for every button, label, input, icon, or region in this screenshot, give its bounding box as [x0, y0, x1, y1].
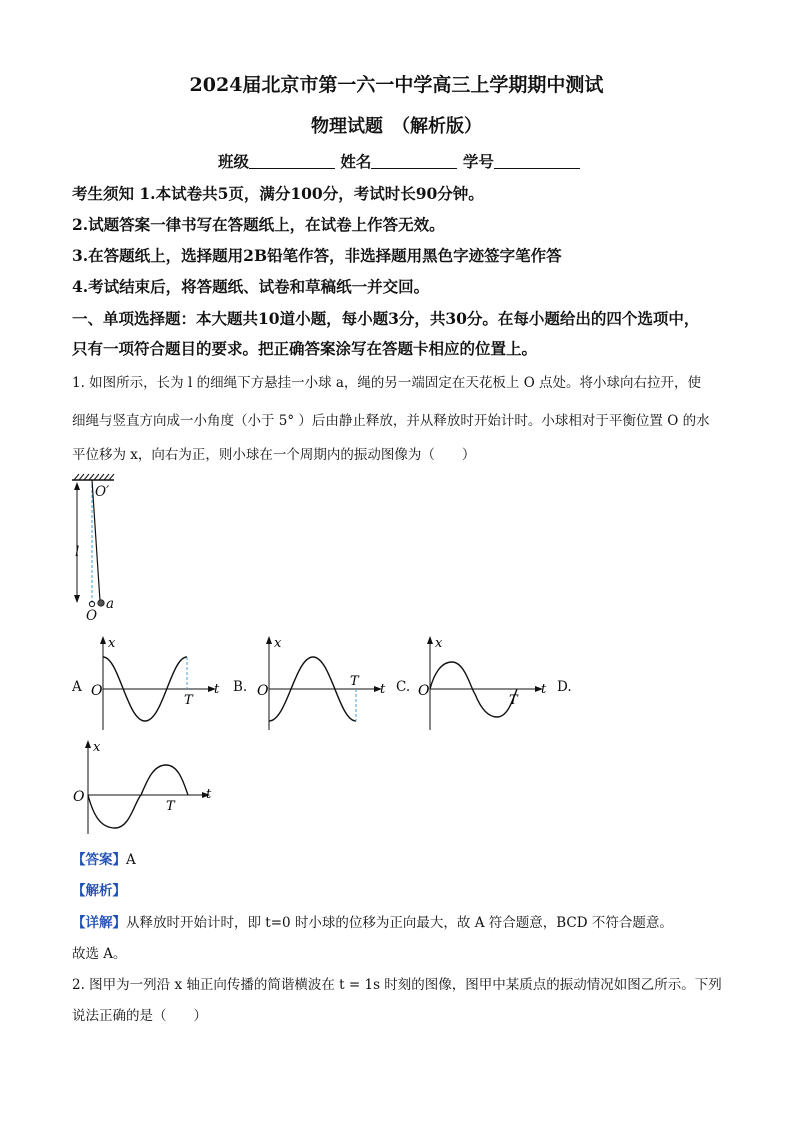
note-1: 考生须知 1.本试卷共5页，满分100分，考试时长90分钟。	[72, 184, 484, 203]
graph-a-period-label: T	[184, 693, 193, 708]
detail-tag: 【详解】	[72, 915, 126, 931]
answer-row	[72, 848, 136, 868]
option-c-label: C.	[396, 679, 411, 695]
graph-d-x-axis-label: x	[93, 740, 101, 755]
length-label: l	[75, 544, 80, 560]
q1-line3: 平位移为 x，向右为正，则小球在一个周期内的振动图像为（ ）	[72, 447, 476, 463]
graph-a-t-axis-label: t	[214, 682, 220, 697]
graph-b-t-axis-label: t	[380, 682, 386, 697]
q1-line1: 1. 如图所示，长为 l 的细绳下方悬挂一小球 a，绳的另一端固定在天花板上 O 点处。将小球向右拉开，使	[72, 375, 702, 391]
conclusion: 故选 A。	[72, 946, 127, 962]
graph-d	[68, 736, 218, 836]
note-3: 3.在答题纸上，选择题用2B铅笔作答，非选择题用黑色字迹签字笔作答	[72, 246, 562, 265]
page-title: 2024届北京市第一六一中学高三上学期期中测试	[189, 74, 604, 96]
q2-line2: 说法正确的是（ ）	[72, 1008, 207, 1024]
graph-c-period-label: T	[509, 693, 518, 708]
analysis-tag: 【解析】	[72, 883, 126, 899]
id-label: 学号	[462, 152, 494, 171]
equilibrium-label: O	[86, 608, 98, 624]
analysis-row	[72, 879, 126, 899]
pivot-label: O′	[95, 484, 110, 500]
graph-d-period-label: T	[166, 799, 175, 814]
graph-b	[252, 634, 392, 734]
name-label: 姓名	[340, 152, 372, 171]
graph-b-origin: O	[257, 683, 269, 699]
page-subtitle: 物理试题 （解析版）	[311, 116, 482, 137]
answer-tag: 【答案】	[72, 852, 126, 868]
graph-d-t-axis-label: t	[206, 787, 212, 802]
graph-c-x-axis-label: x	[435, 636, 443, 651]
q1-line2: 细绳与竖直方向成一小角度（小于 5° ）后由静止释放，并从释放时开始计时。小球相对于平衡位置 O 的水	[72, 413, 710, 429]
graph-c-t-axis-label: t	[541, 682, 547, 697]
class-label: 班级	[218, 152, 250, 171]
graph-a-x-axis-label: x	[108, 636, 116, 651]
q2-line1: 2. 图甲为一列沿 x 轴正向传播的简谐横波在 t = 1s 时刻的图像，图甲中某质点的振动情况如图乙所示。下列	[72, 977, 722, 993]
graph-c-origin: O	[418, 683, 430, 699]
note-4: 4.考试结束后，将答题纸、试卷和草稿纸一并交回。	[72, 277, 430, 296]
ball-label: a	[106, 596, 115, 612]
option-b-label: B.	[233, 679, 248, 695]
graph-a-origin: O	[91, 683, 103, 699]
graph-b-x-axis-label: x	[274, 636, 282, 651]
id-blank	[494, 154, 580, 169]
detail-row	[72, 911, 673, 931]
option-a-label: A	[72, 679, 82, 695]
option-d-label: D.	[557, 679, 572, 695]
section-heading-line2: 只有一项符合题目的要求。把正确答案涂写在答题卡相应的位置上。	[72, 339, 538, 358]
graph-a	[86, 634, 226, 734]
answer-value: A	[126, 852, 136, 868]
graph-d-origin: O	[73, 789, 85, 805]
student-info-row	[218, 150, 580, 172]
note-2: 2.试题答案一律书写在答题纸上，在试卷上作答无效。	[72, 215, 445, 234]
class-blank	[249, 154, 335, 169]
graph-c	[413, 634, 553, 734]
graph-b-period-label: T	[350, 674, 359, 689]
detail-text: 从释放时开始计时，即 t=0 时小球的位移为正向最大，故 A 符合题意，BCD 不符合题意。	[126, 915, 673, 931]
name-blank	[371, 154, 457, 169]
section-heading-line1: 一、单项选择题：本大题共10道小题，每小题3分，共30分。在每小题给出的四个选项中，	[72, 309, 700, 328]
